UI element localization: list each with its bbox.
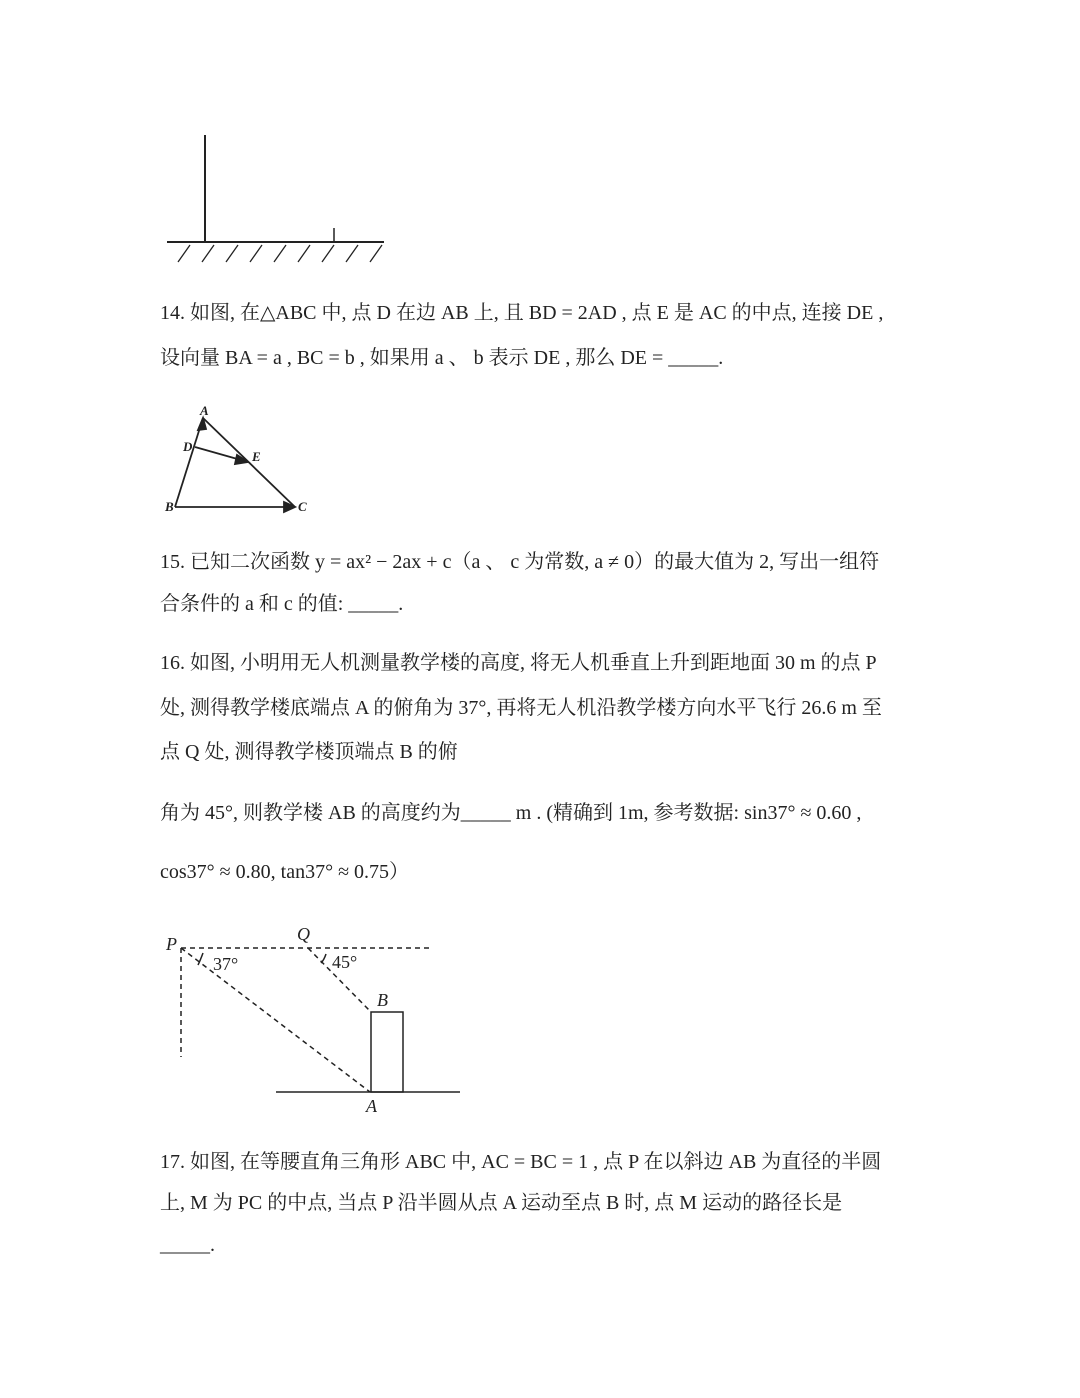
q17-line3: _____.: [160, 1234, 215, 1256]
triangle-figure: [175, 418, 295, 512]
q16-line3: 点 Q 处, 测得教学楼顶端点 B 的俯: [160, 741, 458, 763]
label-B: B: [165, 499, 174, 514]
label-E: E: [252, 449, 261, 464]
label-C: C: [298, 499, 307, 514]
q16-line5: cos37° ≈ 0.80, tan37° ≈ 0.75）: [160, 861, 410, 883]
label-P: P: [166, 934, 177, 954]
label-D: D: [183, 439, 193, 454]
label-Q: Q: [297, 924, 310, 944]
q16-line4: 角为 45°, 则教学楼 AB 的高度约为_____ m . (精确到 1m, 参考数据: sin37° ≈ 0.60 ,: [160, 802, 862, 824]
q16-line1: 16. 如图, 小明用无人机测量教学楼的高度, 将无人机垂直上升到距地面 30 m 的点 P: [160, 652, 877, 674]
label-B: B: [377, 990, 388, 1010]
label-A: A: [200, 403, 209, 418]
q14-line2: 设向量 BA = a , BC = b , 如果用 a 、 b 表示 DE , 那么 DE = _____.: [160, 347, 724, 369]
angle-45: 45°: [332, 952, 358, 972]
pole-figure: [167, 135, 384, 262]
q17-line2: 上, M 为 PC 的中点, 当点 P 沿半圆从点 A 运动至点 B 时, 点 M 运动的路径长是: [160, 1192, 843, 1214]
q15-line2: 合条件的 a 和 c 的值: _____.: [160, 593, 404, 615]
q15-line1: 15. 已知二次函数 y = ax² − 2ax + c（a 、 c 为常数, a ≠ 0）的最大值为 2, 写出一组符: [160, 551, 880, 573]
q17-line1: 17. 如图, 在等腰直角三角形 ABC 中, AC = BC = 1 , 点 P 在以斜边 AB 为直径的半圆: [160, 1151, 882, 1173]
angle-37: 37°: [213, 954, 239, 974]
q14-line1: 14. 如图, 在△ABC 中, 点 D 在边 AB 上, 且 BD = 2AD , 点 E 是 AC 的中点, 连接 DE ,: [160, 302, 884, 324]
q16-line2: 处, 测得教学楼底端点 A 的俯角为 37°, 再将无人机沿教学楼方向水平飞行 26.6 m 至: [160, 697, 882, 719]
label-A: A: [366, 1096, 377, 1116]
